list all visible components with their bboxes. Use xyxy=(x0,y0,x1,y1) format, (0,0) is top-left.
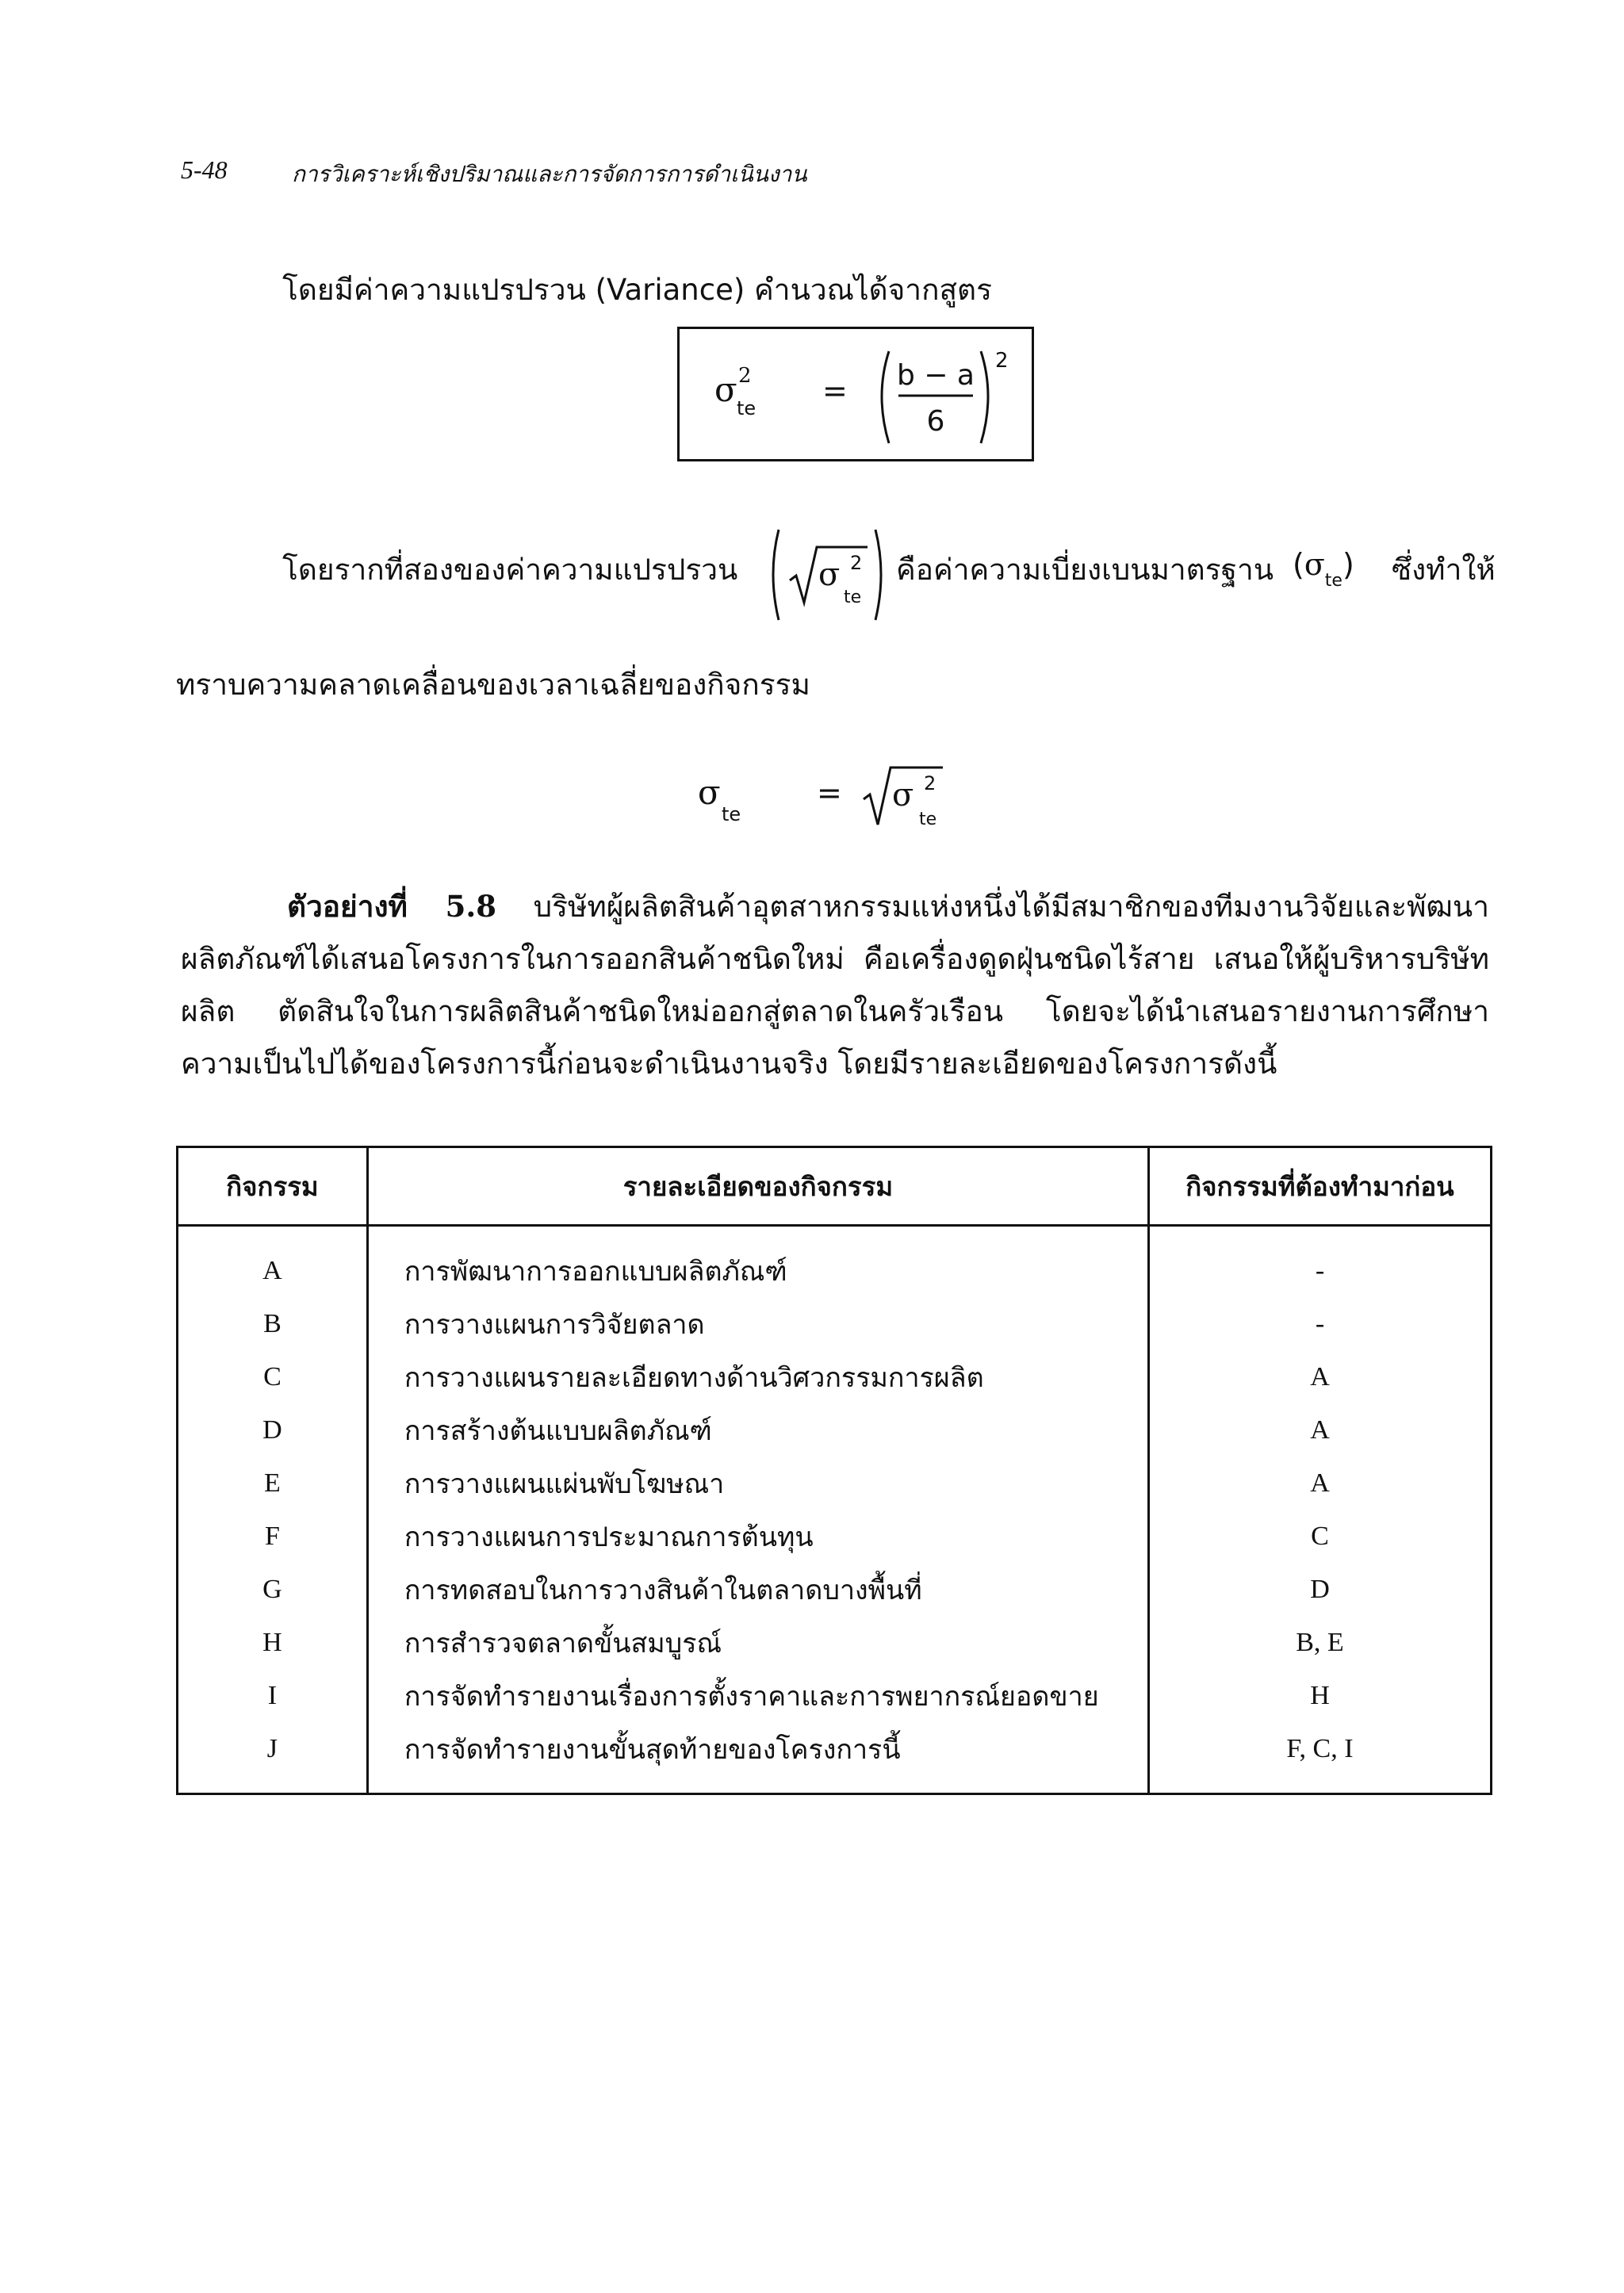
std-radicand-sup: 2 xyxy=(924,772,936,794)
std-text-mid: คือค่าความเบี่ยงเบนมาตรฐาน xyxy=(896,553,1274,587)
activity-desc xyxy=(367,1350,1148,1403)
std-text-line2: ทราบความคลาดเคลื่อนของเวลาเฉลี่ยของกิจกรรม xyxy=(176,668,810,702)
page-number: 5-48 xyxy=(181,155,228,184)
example-line-4: ความเป็นไปได้ของโครงการนี้ก่อนจะดำเนินงานจริง โดยมีรายละเอียดของโครงการดังนี้ xyxy=(181,1047,1277,1081)
example-line-3: ผลิต ตัดสินใจในการผลิตสินค้าชนิดใหม่ออกสู่ตลาดในครัวเรือน โดยจะได้นำเสนอรายงานการศึกษา xyxy=(181,994,1489,1028)
activity-desc-text: การทดสอบในการวางสินค้าในตลาดบางพื้นที่ xyxy=(404,1574,922,1606)
activity-pred: - xyxy=(1148,1226,1491,1298)
activity-desc xyxy=(367,1563,1148,1616)
activity-desc-text: การวางแผนการวิจัยตลาด xyxy=(404,1308,705,1341)
activity-code: H xyxy=(262,1627,282,1657)
activity-code: J xyxy=(266,1733,278,1763)
activity-desc xyxy=(367,1403,1148,1457)
std-equals: = xyxy=(817,775,842,810)
right-paren xyxy=(981,351,988,443)
variance-superscript: 2 xyxy=(738,364,752,388)
activity-code: D xyxy=(262,1414,282,1445)
activity-table xyxy=(176,1146,1492,1795)
example-line-2: ผลิตภัณฑ์ได้เสนอโครงการในการออกสินค้าชนิดใหม่ คือเครื่องดูดฝุ่นชนิดไร้สาย เสนอให้ผู้บริหารบริษัท xyxy=(181,942,1489,976)
activity-desc-text: การจัดทำรายงานเรื่องการตั้งราคาและการพยากรณ์ยอดขาย xyxy=(404,1680,1099,1713)
activity-pred: F, C, I xyxy=(1148,1722,1491,1794)
table-header-row xyxy=(178,1147,1492,1226)
inline-left-paren xyxy=(773,530,779,620)
header-predecessor: กิจกรรมที่ต้องทำมาก่อน xyxy=(1148,1147,1491,1226)
header-description: รายละเอียดของกิจกรรม xyxy=(367,1147,1148,1226)
variance-equals: = xyxy=(822,373,848,408)
numerator: b − a xyxy=(897,359,975,392)
denominator: 6 xyxy=(926,405,945,438)
std-radicand-sigma: σ xyxy=(892,777,914,813)
activity-desc xyxy=(367,1297,1148,1350)
table-row xyxy=(178,1510,1492,1563)
example-lead: ตัวอย่างที่ 5.8 xyxy=(287,889,497,924)
table-row xyxy=(178,1563,1492,1616)
activity-pred: - xyxy=(1148,1297,1491,1350)
activity-desc xyxy=(367,1722,1148,1794)
inline-sub: te xyxy=(844,588,862,607)
table-row xyxy=(178,1616,1492,1669)
activity-desc-text: การวางแผนแผ่นพับโฆษณา xyxy=(404,1468,725,1500)
activity-code: E xyxy=(264,1468,281,1498)
header-activity: กิจกรรม xyxy=(178,1147,368,1226)
activity-pred: A xyxy=(1148,1457,1491,1510)
sigma-symbol: σ xyxy=(714,370,737,409)
inline-std-symbol: $(\sigma_{te})$ xyxy=(1293,547,1354,591)
example-paragraph xyxy=(181,880,1489,1090)
activity-pred: A xyxy=(1148,1403,1491,1457)
activity-pred: D xyxy=(1148,1563,1491,1616)
inline-sqrt-formula xyxy=(768,523,887,626)
activity-desc xyxy=(367,1226,1148,1298)
inline-std-sigma: σ xyxy=(1304,547,1325,582)
inline-std-sub: te xyxy=(1324,571,1342,591)
table-row xyxy=(178,1669,1492,1722)
activity-desc-text: การวางแผนรายละเอียดทางด้านวิศวกรรมการผลิต xyxy=(404,1361,984,1394)
std-radicand-sub: te xyxy=(919,810,937,829)
table-row xyxy=(178,1226,1492,1298)
inline-sigma: σ xyxy=(818,557,841,593)
std-text-start: โดยรากที่สองของค่าความแปรปรวน xyxy=(282,553,738,587)
std-sigma-sub: te xyxy=(722,803,741,825)
activity-desc-text: การสำรวจตลาดขั้นสมบูรณ์ xyxy=(404,1627,722,1659)
activity-pred: C xyxy=(1148,1510,1491,1563)
activity-desc xyxy=(367,1510,1148,1563)
activity-desc-text: การจัดทำรายงานขั้นสุดท้ายของโครงการนี้ xyxy=(404,1733,901,1766)
table-row xyxy=(178,1457,1492,1510)
std-formula-lhs xyxy=(698,773,741,825)
inline-sup: 2 xyxy=(850,552,863,574)
activity-pred: H xyxy=(1148,1669,1491,1722)
activity-desc-text: การวางแผนการประมาณการต้นทุน xyxy=(404,1521,814,1553)
activity-desc xyxy=(367,1457,1148,1510)
inline-right-paren xyxy=(875,530,881,620)
table-row xyxy=(178,1350,1492,1403)
std-text-end: ซึ่งทำให้ xyxy=(1392,553,1496,587)
activity-code: B xyxy=(263,1308,282,1338)
activity-pred: B, E xyxy=(1148,1616,1491,1669)
activity-desc xyxy=(367,1616,1148,1669)
activity-desc-text: การสร้างต้นแบบผลิตภัณฑ์ xyxy=(404,1414,712,1447)
activity-code: G xyxy=(262,1574,282,1604)
std-sigma: σ xyxy=(698,773,721,812)
activity-desc-text: การพัฒนาการออกแบบผลิตภัณฑ์ xyxy=(404,1255,787,1288)
exponent: 2 xyxy=(995,349,1009,373)
variance-formula-box xyxy=(677,327,1034,461)
running-title: การวิเคราะห์เชิงปริมาณและการจัดการการดำเนินงาน xyxy=(292,161,807,187)
std-sqrt-formula xyxy=(860,753,948,840)
variance-rhs xyxy=(870,343,1021,454)
activity-pred: A xyxy=(1148,1350,1491,1403)
activity-code: C xyxy=(263,1361,282,1391)
activity-code: A xyxy=(262,1255,282,1285)
variance-subscript: te xyxy=(737,397,756,419)
variance-intro-text: โดยมีค่าความแปรปรวน (Variance) คำนวณได้จากสูตร xyxy=(282,273,992,307)
table-row xyxy=(178,1297,1492,1350)
left-paren xyxy=(882,351,889,443)
table-row xyxy=(178,1403,1492,1457)
activity-desc xyxy=(367,1669,1148,1722)
activity-code: I xyxy=(267,1680,278,1710)
activity-code: F xyxy=(264,1521,280,1551)
example-line-1 xyxy=(181,880,1489,933)
variance-lhs xyxy=(714,364,756,419)
example-line-1-text: บริษัทผู้ผลิตสินค้าอุตสาหกรรมแห่งหนึ่งได้มีสมาชิกของทีมงานวิจัยและพัฒนา xyxy=(533,890,1489,924)
table-row xyxy=(178,1722,1492,1794)
